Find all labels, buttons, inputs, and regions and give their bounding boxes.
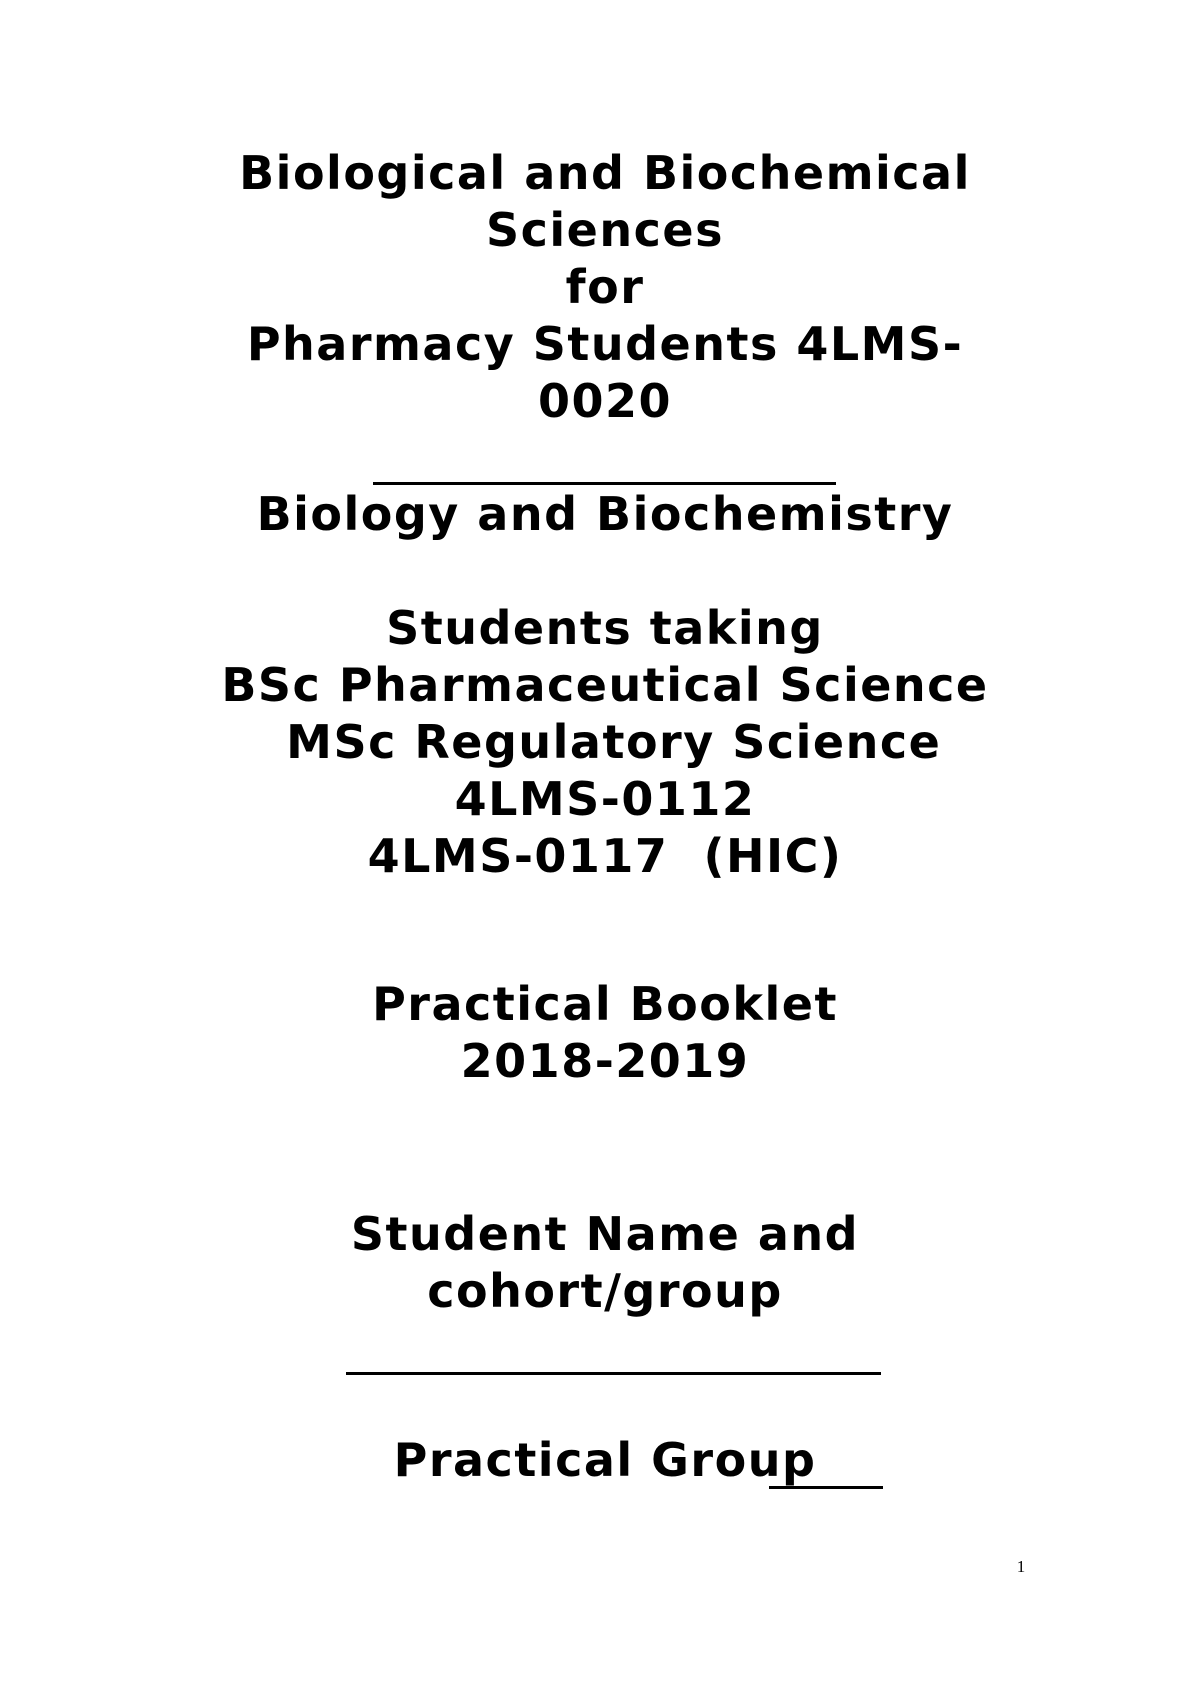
- academic-year: 2018-2019: [460, 1034, 750, 1088]
- subject-title: [0, 486, 1200, 543]
- course-title: [0, 145, 1200, 430]
- students-taking-line-3: MSc Regulatory Science: [268, 715, 942, 769]
- students-taking-line-1: Students taking: [386, 601, 824, 655]
- students-taking-line-4: 4LMS-0112: [454, 772, 756, 826]
- students-taking-line-5: 4LMS-0117 (HIC): [367, 829, 843, 883]
- practical-booklet-title: Practical Booklet: [372, 977, 838, 1031]
- student-name-blank-line: [346, 1372, 881, 1375]
- practical-group-row: [0, 1432, 1200, 1489]
- students-taking-block: [0, 600, 1200, 885]
- students-taking-line-2: BSc Pharmaceutical Science: [221, 658, 989, 712]
- practical-booklet-block: [0, 976, 1200, 1090]
- practical-group-label: Practical Group: [393, 1433, 817, 1487]
- course-title-line-2: Sciences: [486, 203, 724, 257]
- course-title-line-1: Biological and Biochemical: [239, 146, 971, 200]
- title-divider: [373, 482, 836, 485]
- student-name-label-line-2: cohort/group: [427, 1264, 783, 1318]
- practical-group-blank-line: [769, 1486, 883, 1489]
- subject-title-text: Biology and Biochemistry: [256, 487, 954, 541]
- page-number: 1: [1016, 1557, 1026, 1576]
- student-name-block: [0, 1206, 1200, 1320]
- course-title-line-5: 0020: [537, 374, 673, 428]
- course-title-line-4: Pharmacy Students 4LMS-: [246, 317, 964, 371]
- student-name-label-line-1: Student Name and: [350, 1207, 860, 1261]
- course-title-line-3: for: [565, 260, 645, 314]
